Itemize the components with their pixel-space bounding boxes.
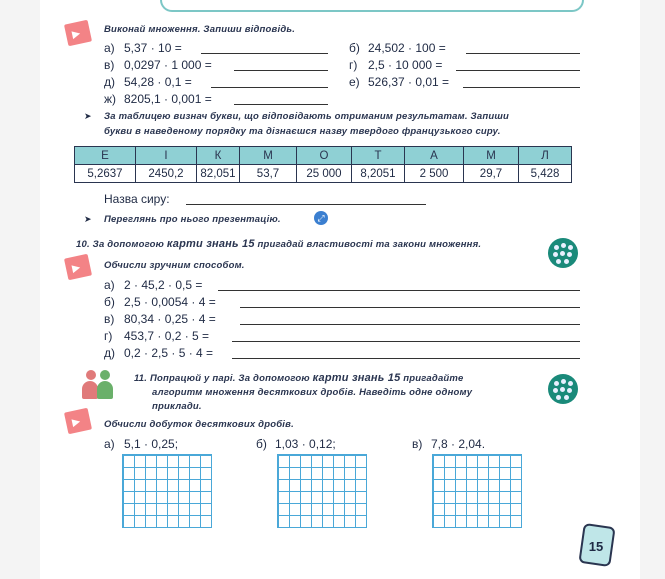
value-cell: 25 000 [297, 165, 352, 183]
task1-label-g: ж) [104, 92, 117, 106]
letter-cell: К [197, 147, 240, 165]
pair-work-icon [82, 368, 118, 402]
task11-line2: алгоритм множення десяткових дробів. Наведіть одне одному [152, 387, 473, 398]
task10-label-e: д) [104, 346, 115, 360]
answer-line[interactable] [240, 307, 580, 308]
value-cell: 2 500 [405, 165, 464, 183]
knowledge-map-icon [548, 374, 578, 404]
task11-expr-a: 5,1 · 0,25; [124, 437, 179, 451]
task1-instruction: Виконай множення. Запиши відповідь. [104, 24, 296, 35]
value-cell: 5,2637 [75, 165, 136, 183]
answer-line[interactable] [218, 290, 580, 291]
value-cell: 53,7 [240, 165, 297, 183]
task10-expr-e: 0,2 · 2,5 · 5 · 4 = [124, 346, 214, 360]
task10-expr-a: 2 · 45,2 · 0,5 = [124, 278, 203, 292]
task11-bold: карти знань 15 [312, 372, 401, 384]
answer-line[interactable] [463, 87, 580, 88]
task1-label-d: г) [349, 58, 358, 72]
task10-suffix: пригадай властивості та закони множення. [257, 239, 482, 250]
task10-bold: карти знань 15 [166, 238, 255, 250]
task1-label-e: д) [104, 75, 115, 89]
bullet-arrow-icon: ➤ [84, 214, 92, 224]
task11-prefix: 11. Попрацюй у парі. За допомогою [134, 373, 310, 384]
task11-expr-b: 1,03 · 0,12; [275, 437, 336, 451]
task1-label-a: а) [104, 41, 115, 55]
letter-cell: Л [519, 147, 572, 165]
task10-expr-b: 2,5 · 0,0054 · 4 = [124, 295, 216, 309]
presentation-link-text[interactable]: Переглянь про нього презентацію. [104, 214, 281, 225]
bullet-arrow-icon: ➤ [84, 111, 92, 121]
task11-label-b: б) [256, 437, 267, 451]
answer-line[interactable] [240, 324, 580, 325]
letter-cell: І [136, 147, 197, 165]
page-number-badge [578, 523, 612, 563]
task11-line3: приклади. [152, 401, 202, 412]
knowledge-map-icon [548, 238, 578, 268]
task1-expr-f: 526,37 · 0,01 = [368, 75, 450, 89]
task10-label-d: г) [104, 329, 113, 343]
task11-line1 [134, 372, 463, 384]
value-cell: 29,7 [464, 165, 519, 183]
letter-cell: М [464, 147, 519, 165]
answer-line[interactable] [456, 70, 580, 71]
answer-line[interactable] [232, 358, 580, 359]
answer-line[interactable] [232, 341, 580, 342]
calculation-grid-a[interactable] [122, 454, 212, 528]
task10-label-c: в) [104, 312, 115, 326]
task10-text [76, 238, 481, 250]
letter-cell: А [405, 147, 464, 165]
task10-label-b: б) [104, 295, 115, 309]
presentation-link-icon[interactable]: ⤢ [314, 211, 328, 225]
letter-cell: М [240, 147, 297, 165]
cheese-name-label: Назва сиру: [104, 192, 170, 206]
letter-cell: Т [352, 147, 405, 165]
answer-line[interactable] [466, 53, 580, 54]
cipher-table [74, 146, 572, 183]
value-cell: 82,051 [197, 165, 240, 183]
task10-expr-d: 453,7 · 0,2 · 5 = [124, 329, 210, 343]
task1-expr-b: 24,502 · 100 = [368, 41, 446, 55]
value-cell: 2450,2 [136, 165, 197, 183]
calculation-grid-c[interactable] [432, 454, 522, 528]
task1-label-b: б) [349, 41, 360, 55]
task10-prefix: 10. За допомогою [76, 239, 165, 250]
letter-cell: Е [75, 147, 136, 165]
task11-label-a: а) [104, 437, 115, 451]
task11-expr-c: 7,8 · 2,04. [431, 437, 486, 451]
answer-line[interactable] [201, 53, 328, 54]
values-row [75, 165, 572, 183]
task11-sub-instruction: Обчисли добуток десяткових дробів. [104, 419, 294, 430]
page-number: 15 [588, 539, 604, 554]
task11-suffix: пригадайте [403, 373, 464, 384]
task1-expr-a: 5,37 · 10 = [124, 41, 182, 55]
task10-sub-instruction: Обчисли зручним способом. [104, 260, 245, 271]
header-frame [160, 0, 584, 12]
answer-line[interactable] [234, 104, 328, 105]
letters-row [75, 147, 572, 165]
task1-label-c: в) [104, 58, 115, 72]
task11-label-c: в) [412, 437, 423, 451]
calculation-grid-b[interactable] [277, 454, 367, 528]
task2-instruction-2: букви в наведеному порядку та дізнаєшся назву твердого французького сиру. [104, 126, 501, 137]
task1-expr-c: 0,0297 · 1 000 = [124, 58, 212, 72]
task1-label-f: е) [349, 75, 360, 89]
answer-line[interactable] [211, 87, 328, 88]
task10-expr-c: 80,34 · 0,25 · 4 = [124, 312, 216, 326]
value-cell: 8,2051 [352, 165, 405, 183]
task10-label-a: а) [104, 278, 115, 292]
answer-line[interactable] [234, 70, 328, 71]
value-cell: 5,428 [519, 165, 572, 183]
task2-instruction-1: За таблицею визнач букви, що відповідають отриманим результатам. Запиши [104, 111, 509, 122]
task1-expr-d: 2,5 · 10 000 = [368, 58, 443, 72]
task1-expr-e: 54,28 · 0,1 = [124, 75, 192, 89]
cheese-answer-line[interactable] [186, 204, 426, 205]
task1-expr-g: 8205,1 · 0,001 = [124, 92, 212, 106]
letter-cell: О [297, 147, 352, 165]
